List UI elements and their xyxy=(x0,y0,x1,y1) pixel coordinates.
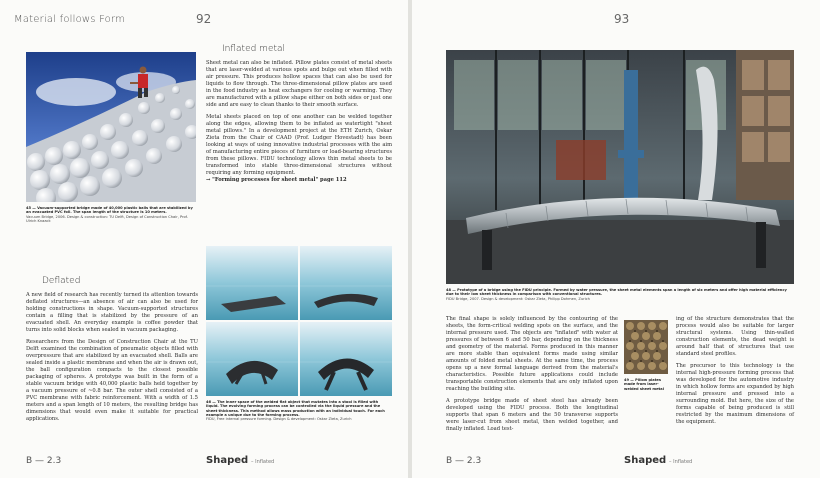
paragraph: A new field of research has recently turned its attention towards deflated structures—an absence of air can also be used for holding constructions in shape. Vacuum-supported structures contain a filling that is stabilized by the pressure of an evacuated shell. An everyday example is coffee powder that turns into solid blocks when sealed in vacuum packaging. xyxy=(26,292,198,333)
vacuum-bridge-photo xyxy=(26,52,196,202)
deflated-text xyxy=(26,292,198,428)
side-column-text xyxy=(676,316,794,431)
fidu-stool-renderings xyxy=(206,246,392,396)
paragraph: The final shape is solely influenced by the contouring of the sheets, the form-critical welding spots on the surface, and the internal pressure used. The objects are "inflated" with water at pressures of between 6 and 50 bar, depending on the thickness and geometry of the material. Forms produced in this manner are more stable than equivalent forms made using similar amounts of folded metal sheets. At the same time, the process opens up a new formal language derived from the material's characteristics. Possible future applications could include transportable construction elements that are only inflated upon reaching the building site. xyxy=(446,316,618,392)
fidu-bridge-lab-photo xyxy=(446,50,794,284)
paragraph: Researchers from the Design of Construction Chair at the TU Delft examined the combination of pneumatic objects filled with overpressure that are stabilized by an evacuated shell. Balls are sealed inside a plastic membrane and when the air is drawn out, the ball configuration compacts to the closest possible packaging of spheres. A prototype was built in the form of a stable vacuum bridge with 40,000 plastic balls held together by a vacuum pressure of ~0.8 bar. The outer shell consisted of a PVC membrane with fabric reinforcement. With a width of 1.5 meters and a span length of 10 meters, the resulting bridge has dimensions that would even make it suitable for practical applications. xyxy=(26,339,198,422)
caption-title: 46 — The inner space of the welded flat object that mutates into a stool is filled with liquid. The evolving forming process can be controlled via the liquid pressure and the sheet thickness. This method allows mass production with an individual touch. For each example a unique due to the forming process. xyxy=(206,400,385,417)
paragraph: ing of the structure demonstrates that the process would also be suitable for larger structural systems. Using thin-walled construction elements, the dead weight is around half that of structures that use standard steel profiles. xyxy=(676,316,794,357)
fidu-bridge-image xyxy=(446,50,794,284)
footer-chapter-sub: – Inflated xyxy=(251,459,275,465)
footer-section-code: B — 2.3 xyxy=(446,456,482,466)
main-column-text xyxy=(446,316,618,438)
caption-title: 45 — Vacuum-supported bridge made of 40,000 plastic balls that are stabilized by an evacuated PVC foil. The span length of the structure is 10 meters. xyxy=(26,206,193,215)
figure-46-caption xyxy=(206,400,392,421)
footer-chapter xyxy=(624,455,692,466)
pillow-plate-image xyxy=(624,320,668,374)
caption-title: 48 — Prototype of a bridge using the FIDU principle. Formed by water pressure, the sheet metal elements span a length of six meters and offer high material efficiency due to their low sheet thickness in comparison with conventional structures. xyxy=(446,288,787,297)
figure-48-caption xyxy=(446,288,794,301)
pillow-plate-photo xyxy=(624,320,668,374)
caption-credit: Vacuum Bridge, 2006. Design & construction: TU Delft, Design of Construction Chair, Prof. Ulrich Knaack xyxy=(26,214,188,223)
page-number: 93 xyxy=(614,12,630,26)
vacuum-bridge-image xyxy=(26,52,196,202)
cross-reference-link[interactable]: → "Forming processes for sheet metal" page 112 xyxy=(206,177,347,183)
inflated-metal-heading: Inflated metal xyxy=(222,44,286,54)
left-page xyxy=(0,0,408,478)
deflated-heading: Deflated xyxy=(42,276,81,286)
running-header: Material follows Form xyxy=(14,14,126,25)
inflated-metal-text xyxy=(206,60,392,189)
caption-credit: FIDU Bridge, 2007. Design & development: Oskar Zieta, Philipp Dohmen, Zurich xyxy=(446,296,590,301)
paragraph: The precursor to this technology is the internal high-pressure forming process that was developed for the automotive industry in which hollow forms are expanded by high internal pressure and pressed into a surrounding mold. But here, the size of the forms capable of being produced is still restricted by the maximum dimensions of the equipment. xyxy=(676,363,794,425)
footer-chapter-sub: – Inflated xyxy=(669,459,693,465)
right-page xyxy=(412,0,820,478)
caption-credit: FIDU, Free internal pressure forming. Design & development: Oskar Zieta, Zurich xyxy=(206,417,352,422)
figure-49-caption xyxy=(624,378,670,391)
paragraph: Metal sheets placed on top of one another can be welded together along the edges, allowing them to be inflated as watertight "sheet metal pillows." In a development project at the ETH Zurich, Oskar Zieta from the Chair of CAAD (Prof. Ludger Hovestadt) has been looking at ways of using innovative industrial processes with the aim of manufacturing entire pieces of furniture or load-bearing structures from these pillows. FIDU technology allows thin metal sheets to be transformed into stable three-dimensional structures without requiring any forming equipment. → "Forming processes for sheet metal" page 112 xyxy=(206,114,392,183)
figure-45-caption xyxy=(26,206,198,223)
page-number: 92 xyxy=(196,12,212,26)
footer-chapter xyxy=(206,455,274,466)
paragraph: Sheet metal can also be inflated. Pillow plates consist of metal sheets that are laser-welded at various spots and bulge out when filled with air pressure. This produces hollow spaces that can also be used for liquids to flow through. The three-dimensional pillow plates are used in the food industry as heat exchangers for cooling or warming. They are manufactured with a pillow shape either on both sides or just one side and are easy to clean thanks to their smooth surface. xyxy=(206,60,392,108)
paragraph: A prototype bridge made of sheet steel has already been developed using the FIDU process. Both the longitudinal supports that span 6 meters and the 50 transverse supports were laser-cut from sheet metal, then welded together, and finally inflated. Load test- xyxy=(446,398,618,432)
footer-chapter-title: Shaped xyxy=(624,455,667,466)
footer-chapter-title: Shaped xyxy=(206,455,249,466)
footer-section-code: B — 2.3 xyxy=(26,456,62,466)
fidu-process-grid xyxy=(206,246,392,396)
caption-title: 49 — Pillow plates made from laser-welded sheet metal xyxy=(624,378,664,391)
